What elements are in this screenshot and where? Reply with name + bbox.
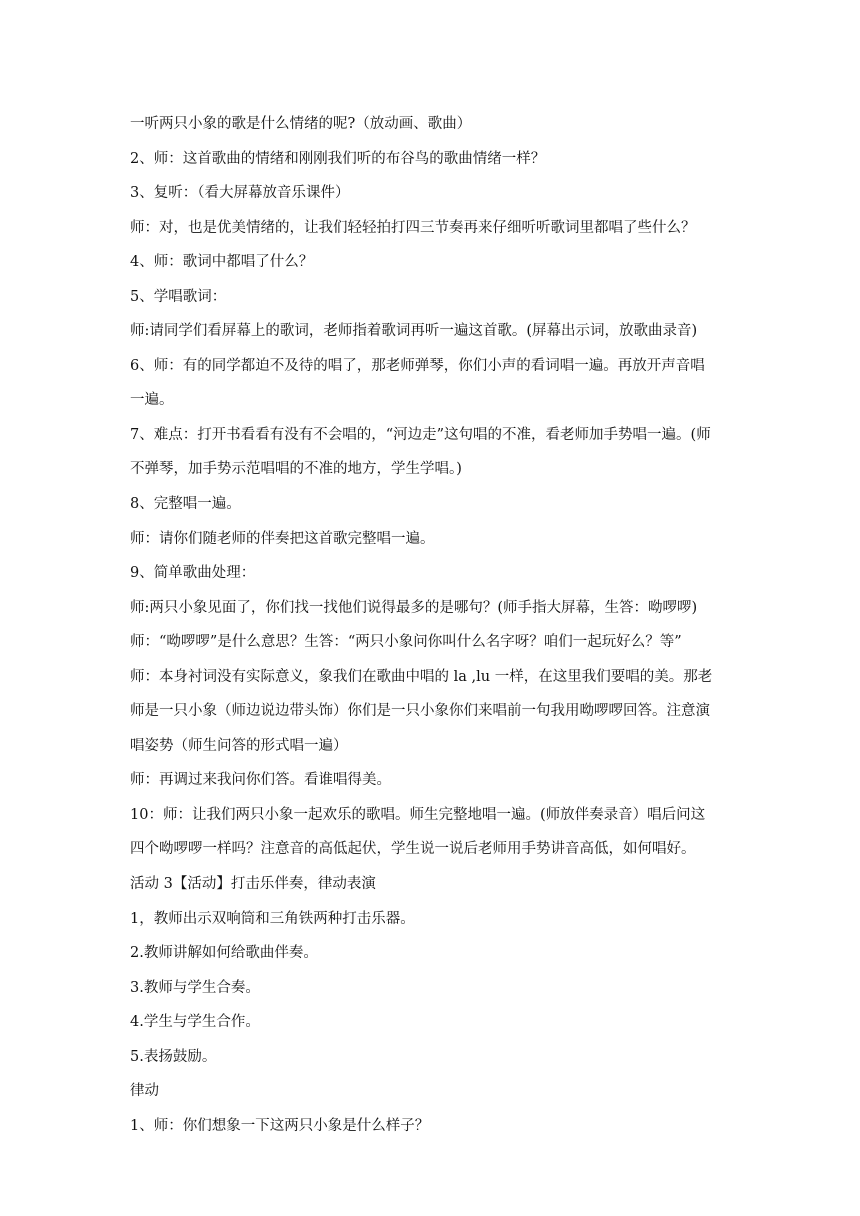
text-line: 一遍。	[130, 392, 174, 409]
text-line: 师是一只小象（师边说边带头饰）你们是一只小象你们来唱前一句我用呦啰啰回答。注意演	[130, 703, 710, 720]
text-line: 2.教师讲解如何给歌曲伴奏。	[130, 945, 318, 962]
text-line: 唱姿势（师生问答的形式唱一遍）	[130, 737, 348, 754]
text-line: 活动 3【活动】打击乐伴奏，律动表演	[130, 876, 376, 893]
text-line: 4.学生与学生合作。	[130, 1014, 260, 1031]
text-line: 6、师：有的同学都迫不及待的唱了，那老师弹琴，你们小声的看词唱一遍。再放开声音唱	[130, 357, 705, 374]
text-line: 师:两只小象见面了，你们找一找他们说得最多的是哪句？(师手指大屏幕，生答：呦啰啰)	[130, 599, 698, 616]
text-line: 1，教师出示双响筒和三角铁两种打击乐器。	[130, 910, 415, 927]
text-line: 师：请你们随老师的伴奏把这首歌完整唱一遍。	[130, 530, 435, 547]
text-line: 10：师：让我们两只小象一起欢乐的歌唱。师生完整地唱一遍。(师放伴奏录音）唱后问这	[130, 806, 706, 823]
text-line: 一听两只小象的歌是什么情绪的呢?（放动画、歌曲）	[130, 116, 472, 132]
document-body	[130, 107, 735, 1143]
text-line: 4、师：歌词中都唱了什么？	[130, 254, 314, 271]
text-line: 律动	[130, 1083, 159, 1100]
text-line: 不弹琴，加手势示范唱唱的不准的地方，学生学唱。)	[130, 461, 462, 478]
text-line: 7、难点：打开书看看有没有不会唱的，“河边走”这句唱的不准，看老师加手势唱一遍。(师	[130, 426, 711, 443]
text-line: 2、师：这首歌曲的情绪和刚刚我们听的布谷鸟的歌曲情绪一样？	[130, 150, 546, 167]
text-line: 5、学唱歌词：	[130, 288, 227, 305]
text-line: 3、复听：（看大屏幕放音乐课件）	[130, 185, 350, 202]
text-line: 师：再调过来我问你们答。看谁唱得美。	[130, 772, 391, 789]
text-line: 9、简单歌曲处理：	[130, 565, 256, 582]
text-line: 1、师：你们想象一下这两只小象是什么样子？	[130, 1117, 430, 1134]
text-line: 师：“呦啰啰”是什么意思？生答：“两只小象问你叫什么名字呀？咱们一起玩好么？等”	[130, 634, 682, 651]
text-line: 师：本身衬词没有实际意义，象我们在歌曲中唱的 la ,lu 一样，在这里我们要唱的美。那老	[130, 668, 713, 685]
text-line: 5.表扬鼓励。	[130, 1048, 217, 1065]
text-line: 师:请同学们看屏幕上的歌词，老师指着歌词再听一遍这首歌。(屏幕出示词，放歌曲录音)	[130, 323, 698, 340]
text-line: 8、完整唱一遍。	[130, 496, 241, 513]
text-line: 师：对，也是优美情绪的，让我们轻轻拍打四三节奏再来仔细听听歌词里都唱了些什么？	[130, 219, 696, 236]
text-line: 四个呦啰啰一样吗？注意音的高低起伏，学生说一说后老师用手势讲音高低，如何唱好。	[130, 841, 696, 858]
text-line: 3.教师与学生合奏。	[130, 979, 260, 996]
